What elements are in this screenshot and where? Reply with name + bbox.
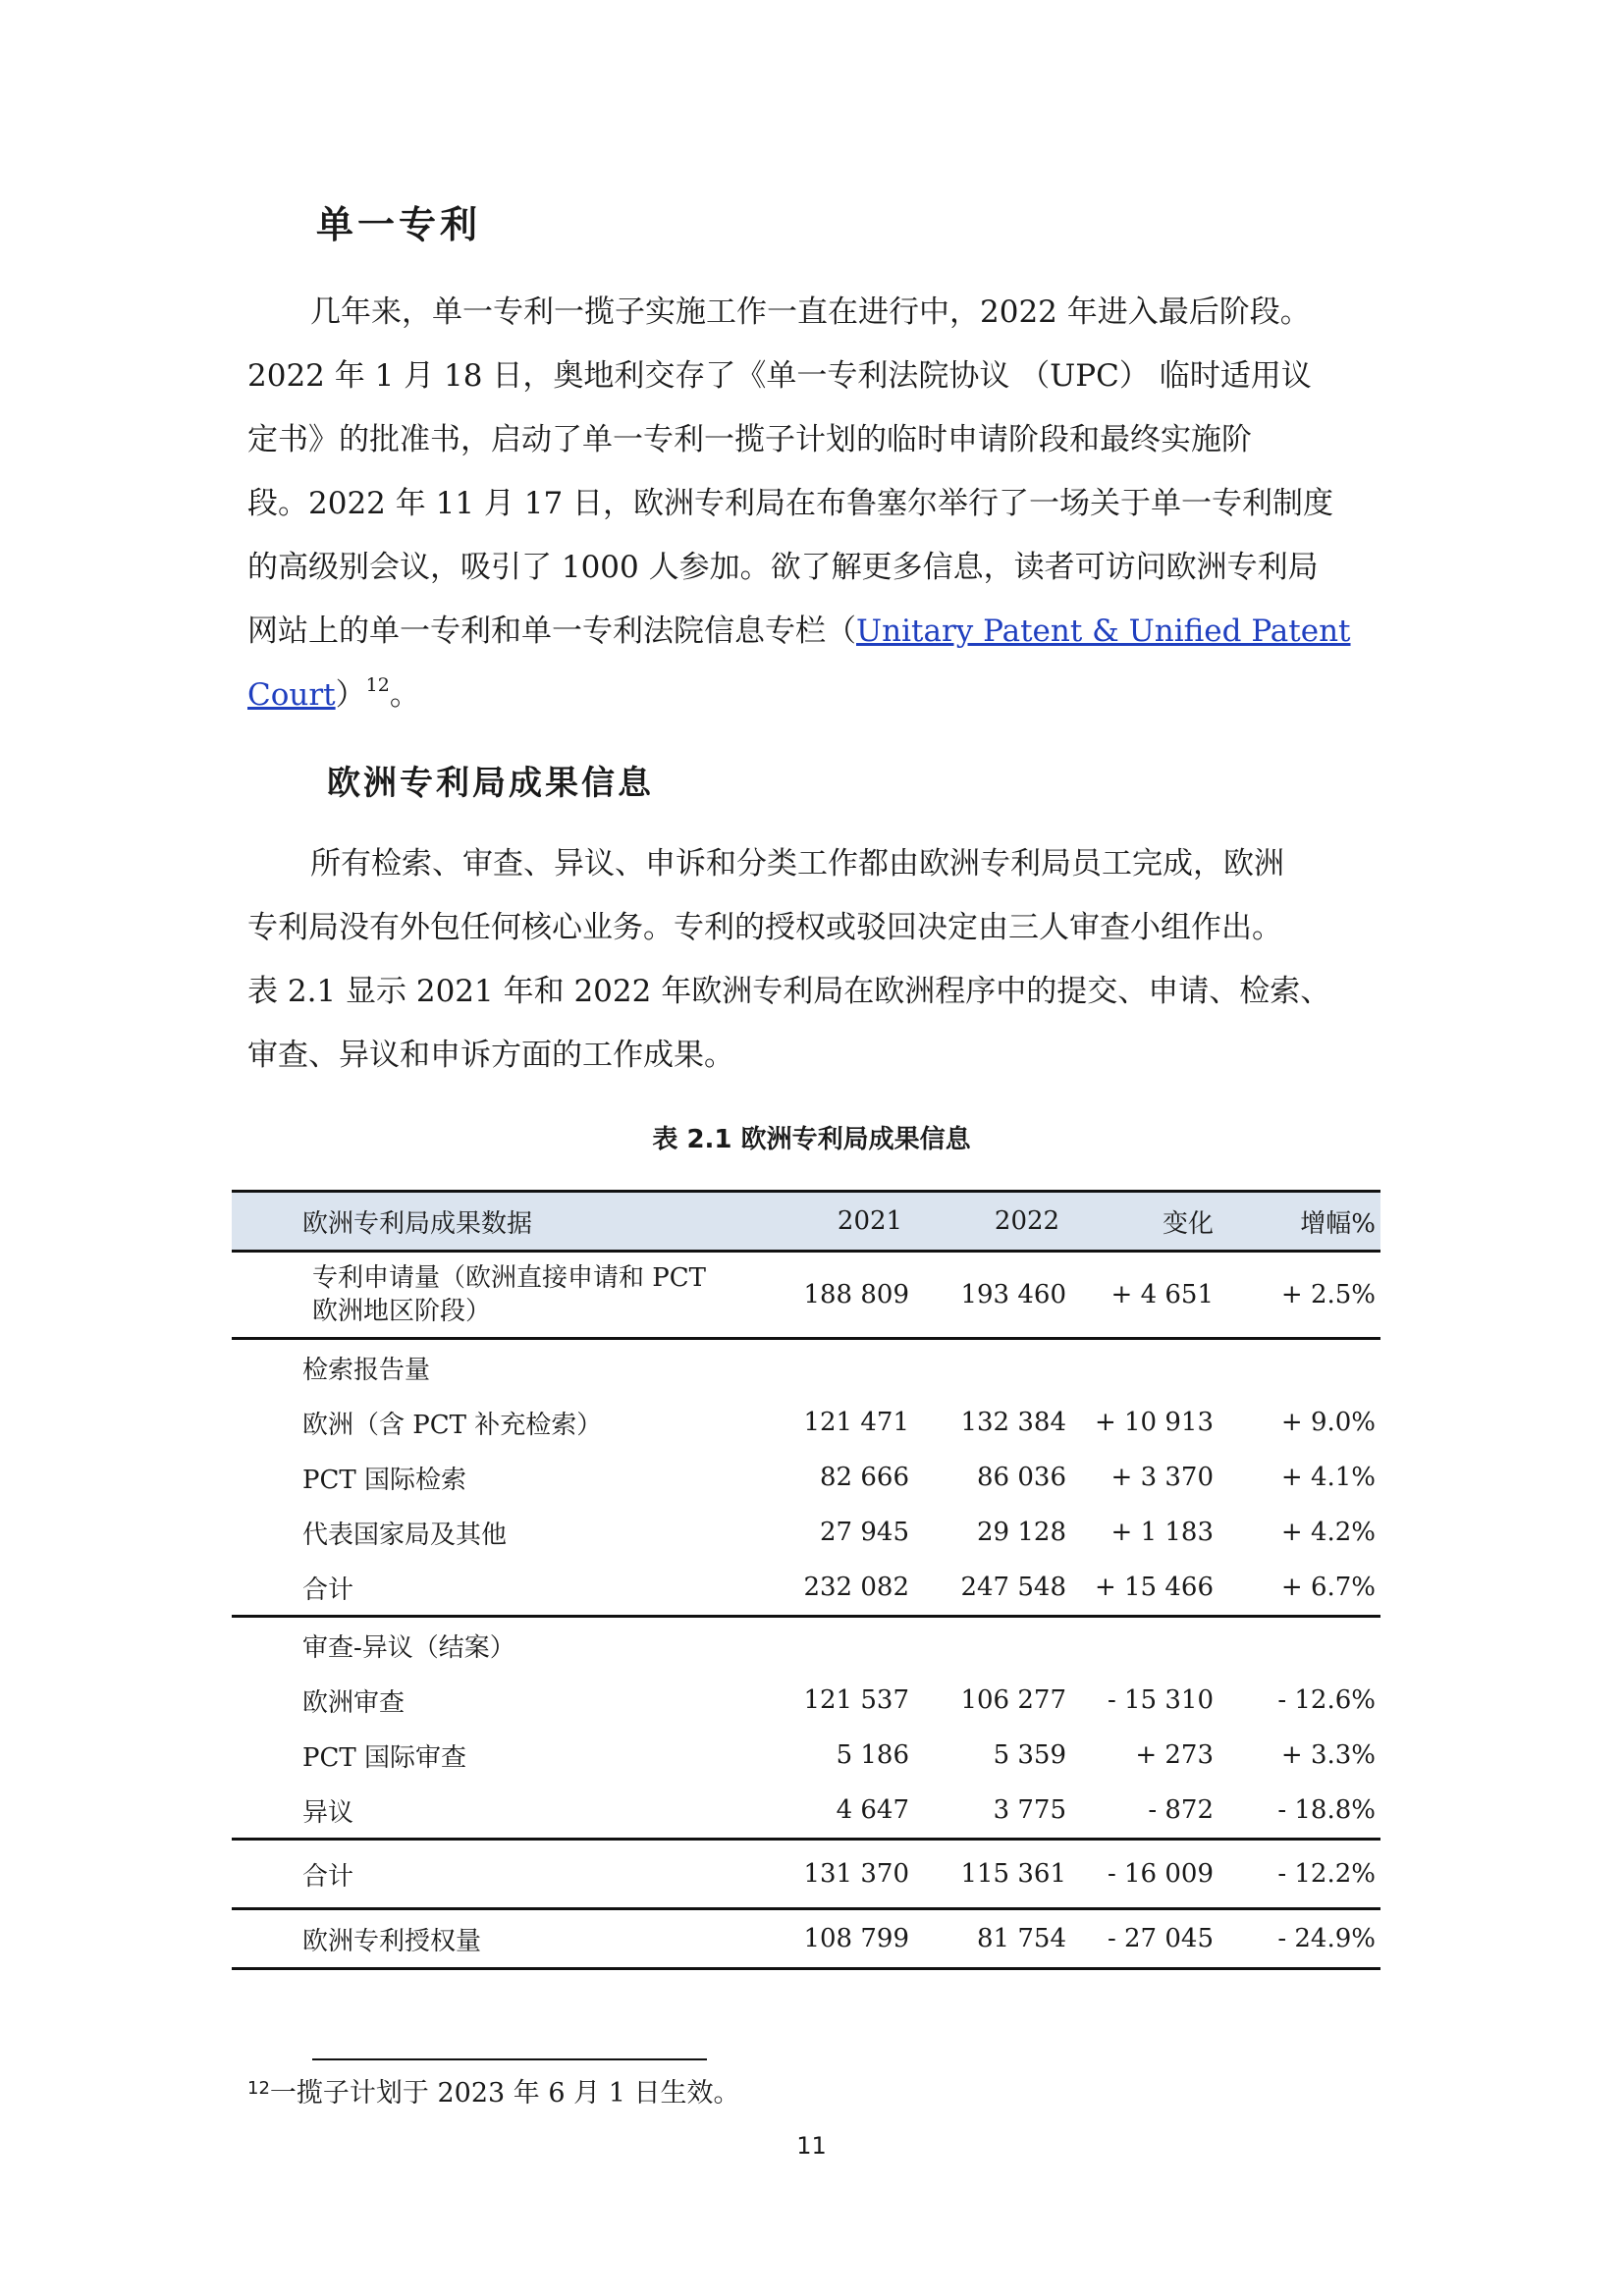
row-label: 专利申请量（欧洲直接申请和 PCT 欧洲地区阶段） [312,1263,706,1326]
header-cell-change: 变化 [1162,1208,1214,1239]
epo-results-table [232,1190,1380,1970]
header-cell-category: 欧洲专利局成果数据 [302,1208,533,1239]
cell-2022: 106 277 [960,1685,1066,1715]
table-section-examination [232,1618,1380,1673]
cell-2021: 82 666 [820,1463,909,1492]
row-label: PCT 国际审查 [302,1742,466,1773]
section-heading-unitary-patent: 单一专利 [316,203,482,246]
table-row [232,1673,1380,1728]
cell-2022: 86 036 [977,1463,1066,1492]
table-row [232,1783,1380,1838]
section-heading-epo-results: 欧洲专利局成果信息 [327,764,654,803]
table-row [232,1450,1380,1505]
cell-change: - 15 310 [1107,1685,1214,1715]
paragraph-line-end [247,664,1386,727]
row-label: 异议 [302,1797,354,1828]
footnote-separator [312,2058,707,2060]
row-label: 欧洲专利授权量 [302,1926,482,1956]
table-section-search [232,1340,1380,1395]
paragraph-line: 审查、异议和申诉方面的工作成果。 [247,1038,734,1073]
table-row [232,1728,1380,1783]
cell-2021: 131 370 [803,1859,909,1889]
header-cell-2021: 2021 [837,1206,903,1236]
cell-2021: 232 082 [803,1573,909,1602]
cell-2022: 247 548 [960,1573,1066,1602]
cell-2022: 5 359 [993,1740,1066,1770]
section-title: 审查-异议（结案） [302,1632,515,1663]
row-label: 代表国家局及其他 [302,1520,508,1550]
footnote-text: 一揽子计划于 2023 年 6 月 1 日生效。 [269,2078,740,2109]
upc-info-link[interactable]: Unitary Patent & Unified Patent [856,614,1351,649]
row-label: PCT 国际检索 [302,1465,466,1495]
cell-growth: - 18.8% [1277,1795,1376,1825]
section-title: 检索报告量 [302,1355,431,1385]
paragraph-line-with-link [247,600,1386,664]
paragraph-line: 几年来，单一专利一揽子实施工作一直在进行中，2022 年进入最后阶段。 [310,294,1311,330]
cell-growth: + 3.3% [1280,1740,1376,1770]
cell-change: + 3 370 [1110,1463,1214,1492]
paragraph-line: 表 2.1 显示 2021 年和 2022 年欧洲专利局在欧洲程序中的提交、申请、检索、 [247,974,1331,1009]
table-rule [232,1967,1380,1970]
paragraph-line: 定书》的批准书，启动了单一专利一揽子计划的临时申请阶段和最终实施阶 [247,422,1252,457]
paragraph-line: 2022 年 1 月 18 日，奥地利交存了《单一专利法院协议 （UPC） 临时适用议 [247,358,1312,394]
table-row-grants [232,1910,1380,1967]
header-cell-2022: 2022 [994,1206,1060,1236]
row-label: 合计 [302,1861,354,1892]
end-punctuation: 。 [389,677,420,713]
row-label: 合计 [302,1575,354,1605]
footnote-number: 12 [247,2078,270,2099]
cell-growth: - 12.6% [1277,1685,1376,1715]
paragraph-line: 专利局没有外包任何核心业务。专利的授权或驳回决定由三人审查小组作出。 [247,910,1282,945]
cell-change: + 1 183 [1110,1518,1214,1547]
cell-2022: 81 754 [977,1924,1066,1953]
cell-growth: - 24.9% [1277,1924,1376,1953]
cell-growth: - 12.2% [1277,1859,1376,1889]
cell-growth: + 6.7% [1280,1573,1376,1602]
cell-2021: 121 471 [803,1408,909,1437]
upc-info-link-continued[interactable]: Court [247,677,336,713]
closing-paren: ） [335,677,366,713]
header-cell-growth: 增幅% [1300,1208,1376,1239]
cell-2021: 5 186 [836,1740,909,1770]
table-row-total [232,1560,1380,1615]
cell-2022: 193 460 [960,1280,1066,1309]
footnote-ref[interactable]: 12 [365,674,390,696]
paragraph-line: 所有检索、审查、异议、申诉和分类工作都由欧洲专利局员工完成，欧洲 [310,846,1284,881]
cell-change: + 10 913 [1094,1408,1214,1437]
cell-2022: 115 361 [960,1859,1066,1889]
cell-growth: + 4.2% [1280,1518,1376,1547]
row-label: 欧洲审查 [302,1687,406,1718]
table-row [232,1505,1380,1560]
cell-change: + 15 466 [1094,1573,1214,1602]
cell-growth: + 9.0% [1280,1408,1376,1437]
cell-2022: 132 384 [960,1408,1066,1437]
cell-change: - 27 045 [1107,1924,1214,1953]
cell-growth: + 2.5% [1280,1280,1376,1309]
cell-2022: 3 775 [993,1795,1066,1825]
cell-2021: 188 809 [803,1280,909,1309]
cell-2021: 108 799 [803,1924,909,1953]
cell-2021: 4 647 [836,1795,909,1825]
paragraph-unitary-patent [247,281,1386,727]
row-label: 欧洲（含 PCT 补充检索） [302,1410,603,1440]
paragraph-line: 的高级别会议，吸引了 1000 人参加。欲了解更多信息，读者可访问欧洲专利局 [247,550,1319,585]
table-caption: 表 2.1 欧洲专利局成果信息 [652,1125,971,1154]
cell-growth: + 4.1% [1280,1463,1376,1492]
cell-2021: 27 945 [820,1518,909,1547]
cell-change: + 273 [1135,1740,1214,1770]
table-header-row [232,1193,1380,1250]
paragraph-line: 段。2022 年 11 月 17 日，欧洲专利局在布鲁塞尔举行了一场关于单一专利制度 [247,486,1334,521]
table-row-applications [232,1253,1380,1337]
cell-change: - 16 009 [1107,1859,1214,1889]
footnote [247,2071,739,2109]
table-row-exam-total [232,1841,1380,1907]
cell-2022: 29 128 [977,1518,1066,1547]
page-number: 11 [796,2132,827,2160]
cell-change: + 4 651 [1110,1280,1214,1309]
table-row [232,1395,1380,1450]
cell-2021: 121 537 [803,1685,909,1715]
cell-change: - 872 [1148,1795,1214,1825]
paragraph-text: 网站上的单一专利和单一专利法院信息专栏（ [247,614,856,649]
paragraph-epo-results [247,832,1386,1088]
